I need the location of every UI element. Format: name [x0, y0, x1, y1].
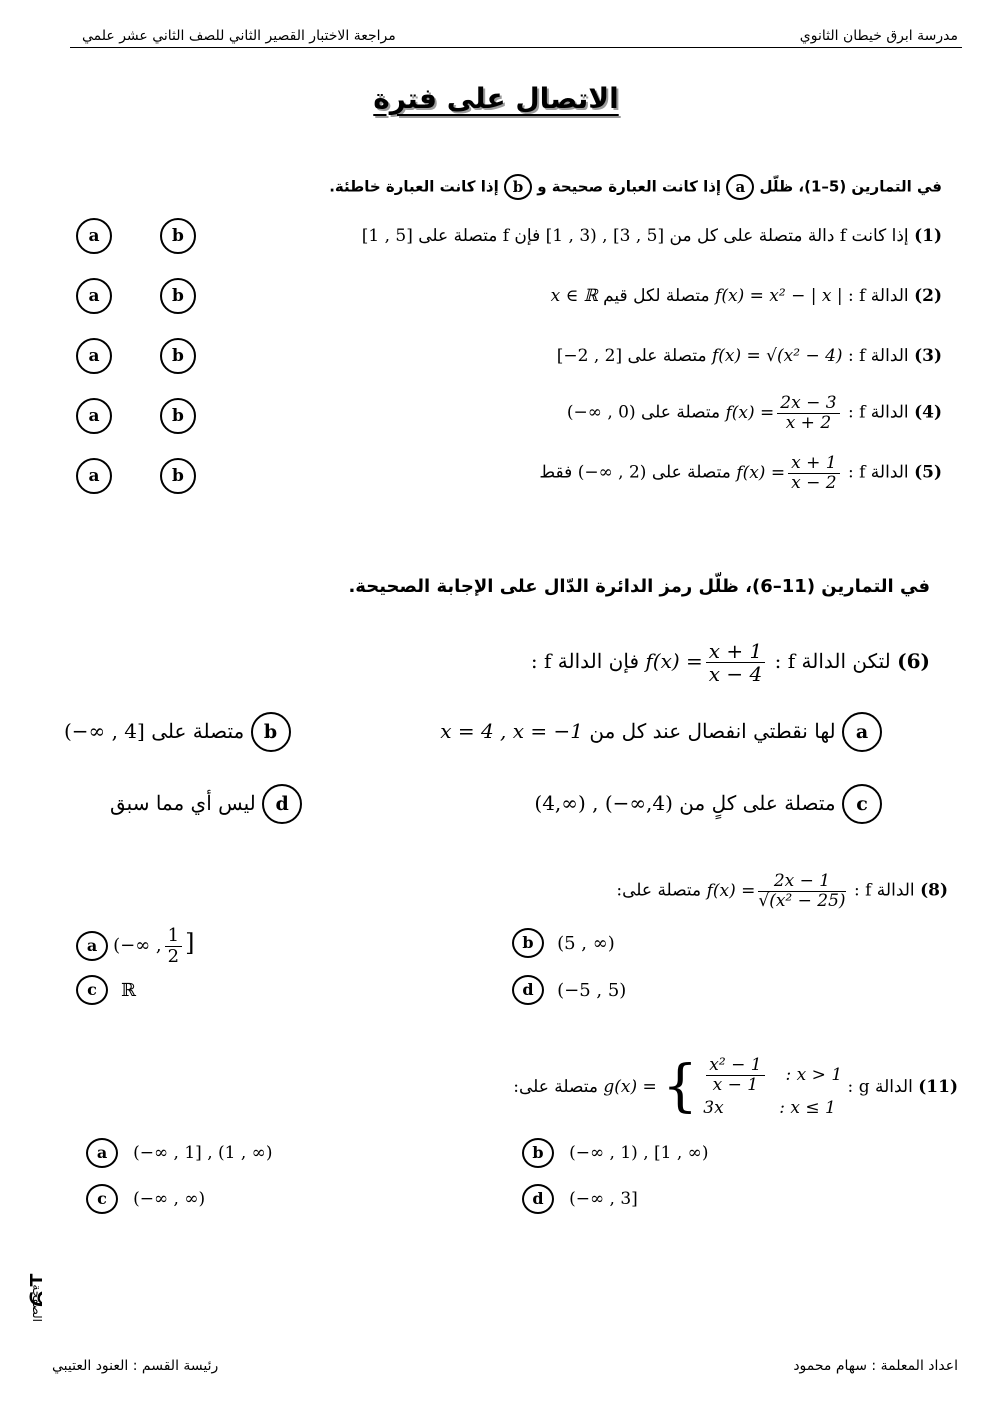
page-number-svg [2, 1270, 42, 1380]
option-circle-d[interactable]: d [522, 1184, 554, 1214]
fraction-numerator: 1 [165, 926, 182, 947]
item4-answer-b[interactable] [160, 398, 196, 434]
option-value: (−5 , 5) [557, 979, 627, 1001]
fraction-denominator: x − 1 [712, 1074, 759, 1095]
answer-circle-a[interactable]: a [76, 398, 112, 434]
option-text: متصلة على [151, 719, 245, 743]
answer-circle-a[interactable]: a [76, 218, 112, 254]
option-value: (−∞ , 3] [569, 1189, 638, 1209]
item-text: إذا كانت f دالة متصلة على كل من [5 , 3] , (3 , 1] فإن f متصلة على [5 , 1] [361, 226, 909, 246]
option-text: ليس أي مما سبق [110, 791, 256, 815]
item-prefix: الدالة f : [847, 402, 909, 423]
q6-option-d[interactable] [110, 784, 302, 824]
document-subject: مراجعة الاختبار القصير الثاني للصف الثاني عشر علمي [82, 28, 396, 44]
item-postfix: متصلة على [651, 462, 731, 483]
header-divider [70, 47, 962, 48]
option-value [113, 925, 195, 967]
item1-answer-b[interactable] [160, 218, 196, 254]
fraction-denominator: √(x² − 25) [758, 890, 846, 911]
option-circle-a[interactable]: a [76, 931, 108, 961]
item-prefix: الدالة f : [847, 346, 909, 366]
q8-option-c[interactable] [76, 975, 136, 1005]
q11-option-a[interactable] [86, 1138, 272, 1168]
item4-statement [567, 394, 942, 432]
instruction-text-b: إذا كانت العبارة صحيحة و [537, 177, 722, 196]
q11-option-b[interactable] [522, 1138, 708, 1168]
answer-circle-a[interactable]: a [76, 278, 112, 314]
question-prefix: الدالة f : [853, 880, 915, 901]
footer-head: رئيسة القسم : العنود العتيبي [52, 1358, 219, 1374]
question-number: (6) [897, 649, 930, 673]
fraction-numerator: 2x − 1 [758, 872, 845, 892]
item2-statement [551, 286, 942, 306]
item-lhs: f(x) = [725, 402, 775, 423]
question-fraction [758, 872, 845, 910]
option-circle-c[interactable]: c [86, 1184, 118, 1214]
option-circle-a[interactable]: a [86, 1138, 118, 1168]
item-prefix: الدالة f : [847, 462, 909, 483]
question-lhs: g(x) = [603, 1077, 657, 1098]
answer-circle-b[interactable]: b [160, 398, 196, 434]
item-interval: [−2 , 2] [556, 346, 623, 366]
item2-answer-b[interactable] [160, 278, 196, 314]
option-circle-b[interactable]: b [512, 928, 544, 958]
fraction-numerator: 2x − 3 [777, 394, 839, 414]
q6-option-c[interactable] [534, 784, 882, 824]
q8-option-a[interactable] [76, 926, 194, 967]
item-domain: x ∈ ℝ [550, 286, 598, 306]
option-text: متصلة على كلٍ من [679, 791, 836, 815]
item2-answer-a[interactable] [76, 278, 112, 314]
fraction-denominator: 2 [167, 945, 180, 967]
q11-option-d[interactable] [522, 1184, 638, 1214]
item-formula: f(x) = x² − | x | [715, 286, 843, 306]
page-number-block [2, 1270, 42, 1380]
case-1-condition: : x > 1 [785, 1064, 843, 1085]
item3-answer-a[interactable] [76, 338, 112, 374]
question-lhs: f(x) = [706, 880, 756, 901]
fraction-denominator: x − 2 [791, 472, 837, 493]
page-label: الصفحة [30, 1284, 42, 1322]
item1-statement [362, 226, 942, 246]
item-number: (3) [914, 346, 942, 366]
item-interval: (−∞ , 0) [566, 402, 636, 423]
question-prefix: الدالة g : [847, 1077, 913, 1098]
q6-option-b[interactable] [64, 712, 291, 752]
q11-option-c[interactable] [86, 1184, 205, 1214]
option-value-open: (−∞ , [113, 935, 162, 957]
page-title-wrap [0, 82, 992, 115]
answer-circle-b[interactable]: b [160, 338, 196, 374]
page-number: 19 [22, 1270, 42, 1309]
answer-circle-b[interactable]: b [160, 458, 196, 494]
item-number: (1) [914, 226, 942, 246]
school-name: مدرسة ابرق خيطان الثانوي [799, 28, 958, 44]
case-1 [703, 1056, 842, 1094]
option-value: (−∞ , ∞) [133, 1189, 206, 1209]
question-postfix: فإن الدالة f : [530, 649, 640, 673]
item5-statement [539, 454, 942, 492]
q8-option-b[interactable] [512, 928, 615, 958]
answer-circle-b[interactable]: b [160, 218, 196, 254]
answer-circle-a[interactable]: a [76, 338, 112, 374]
q11-stem [513, 1056, 958, 1118]
item-number: (2) [914, 286, 942, 306]
option-text: لها نقطتي انفصال عند كل من [589, 719, 836, 743]
item-number: (4) [914, 402, 942, 423]
option-circle-b[interactable]: b [251, 712, 291, 752]
option-value: (−∞ , 1] , (1 , ∞) [133, 1143, 273, 1163]
item-prefix: الدالة f : [847, 286, 909, 306]
item-fraction [777, 394, 839, 432]
option-math: (−∞ , 4] [64, 719, 145, 743]
q8-option-d[interactable] [512, 975, 626, 1005]
answer-circle-a[interactable]: a [76, 458, 112, 494]
option-fraction [165, 926, 182, 967]
item-number: (5) [914, 462, 942, 483]
case-2 [703, 1098, 842, 1118]
item3-statement [557, 346, 942, 366]
fraction-denominator: x − 4 [708, 662, 763, 686]
item4-answer-a[interactable] [76, 398, 112, 434]
option-circle-c[interactable]: c [76, 975, 108, 1005]
choice-b-symbol: b [504, 174, 532, 200]
option-math: x = 4 , x = −1 [440, 719, 583, 743]
option-value: ℝ [121, 979, 137, 1001]
instruction-text-a: في التمارين (5–1)، ظلّل [759, 177, 942, 196]
option-math: (4,∞) , (−∞,4) [534, 791, 673, 815]
option-circle-d[interactable]: d [262, 784, 302, 824]
q6-option-a[interactable] [440, 712, 882, 752]
option-value-close: ] [185, 929, 195, 958]
item-fraction [788, 454, 839, 492]
piecewise-brace: { [662, 1054, 698, 1120]
q6-stem [531, 640, 930, 685]
item3-answer-b[interactable] [160, 338, 196, 374]
question-postfix: متصلة على: [513, 1077, 599, 1098]
case-2-condition: : x ≤ 1 [779, 1098, 836, 1119]
answer-circle-b[interactable]: b [160, 278, 196, 314]
fraction-numerator: x + 1 [706, 640, 765, 663]
instruction-text-c: إذا كانت العبارة خاطئة. [329, 177, 499, 196]
option-circle-d[interactable]: d [512, 975, 544, 1005]
item5-answer-a[interactable] [76, 458, 112, 494]
question-number: (8) [920, 880, 948, 901]
question-lhs: f(x) = [645, 649, 703, 673]
fraction-denominator: x + 2 [785, 412, 832, 433]
footer-teacher: اعداد المعلمة : سهام محمود [793, 1358, 958, 1374]
item-formula: f(x) = √(x² − 4) [711, 346, 843, 366]
fraction-numerator: x² − 1 [706, 1056, 764, 1076]
question-number: (11) [918, 1077, 958, 1098]
case-1-fraction [706, 1056, 764, 1094]
item-extra: فقط [539, 462, 573, 483]
choice-a-symbol: a [726, 174, 754, 200]
option-circle-b[interactable]: b [522, 1138, 554, 1168]
option-value: (−∞ , 1) , [1 , ∞) [569, 1143, 709, 1163]
part2-instruction: في التمارين (11–6)، ظلّل رمز الدائرة الدّال على الإجابة الصحيحة. [348, 576, 930, 597]
question-fraction [706, 640, 765, 685]
option-value: (5 , ∞) [557, 932, 615, 954]
piecewise-cases [703, 1056, 842, 1118]
item-postfix: متصلة لكل قيم [603, 286, 710, 306]
option-circle-a[interactable]: a [842, 712, 882, 752]
question-prefix: لتكن الدالة f : [774, 649, 891, 673]
part1-instruction [329, 174, 942, 200]
item-postfix: متصلة على [627, 346, 707, 366]
item-postfix: متصلة على [641, 402, 721, 423]
item5-answer-b[interactable] [160, 458, 196, 494]
q8-stem [616, 872, 948, 910]
question-postfix: متصلة على: [616, 880, 702, 901]
option-circle-c[interactable]: c [842, 784, 882, 824]
fraction-numerator: x + 1 [788, 454, 839, 474]
item-lhs: f(x) = [736, 462, 786, 483]
page-title: الاتصال على فترة [373, 82, 619, 115]
case-2-expression: 3x [703, 1098, 724, 1119]
item-interval: (−∞ , 2) [577, 462, 647, 483]
item1-answer-a[interactable] [76, 218, 112, 254]
piecewise-function [603, 1056, 842, 1118]
